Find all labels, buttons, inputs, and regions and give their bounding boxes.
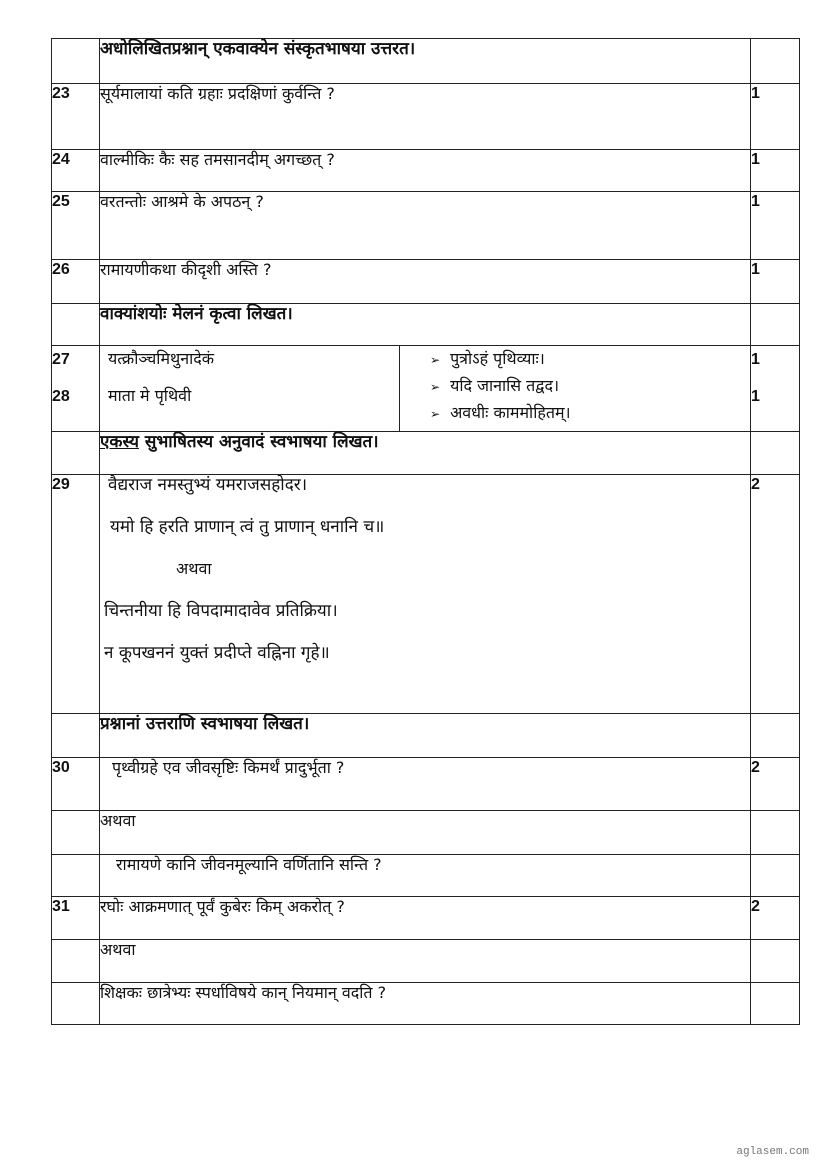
or-label: अथवा [176, 559, 212, 578]
question-text: रघोः आक्रमणात् पूर्वं कुबेरः किम् अकरोत् ? [100, 897, 751, 940]
or-row [52, 940, 800, 983]
question-marks: 2 [751, 897, 800, 940]
or-row [52, 811, 800, 855]
question-row [52, 897, 800, 940]
question-marks: 2 [751, 758, 800, 811]
question-row [52, 150, 800, 192]
question-number: 24 [52, 150, 100, 192]
or-label: अथवा [100, 940, 751, 983]
question-text: वाल्मीकिः कैः सह तमसानदीम् अगच्छत् ? [100, 150, 751, 192]
question-marks: 1 [751, 260, 800, 304]
question-text: रामायणीकथा कीदृशी अस्ति ? [100, 260, 751, 304]
arrow-bullet-icon: ➢ [430, 407, 441, 421]
question-marks: 1 [751, 388, 760, 405]
verse-line: यमो हि हरति प्राणान् त्वं तु प्राणान् धनानि च॥ [110, 517, 385, 537]
section-heading-row [52, 714, 800, 758]
match-left-column [100, 346, 400, 431]
question-number: 27 [52, 351, 70, 368]
verse-line: वैद्यराज नमस्तुभ्यं यमराजसहोदर। [108, 475, 308, 495]
match-option: ➢ यदि जानासि तद्वद। [430, 376, 560, 395]
question-marks: 1 [751, 351, 760, 368]
section-heading-row [52, 39, 800, 84]
match-right-column [400, 346, 750, 431]
section-heading: वाक्यांशयोः मेलनं कृत्वा लिखत। [100, 304, 293, 324]
match-option: ➢ अवधीः काममोहितम्। [430, 403, 571, 422]
question-text: पृथ्वीग्रहे एव जीवसृष्टिः किमर्थं प्रादुर्भूता ? [100, 758, 751, 811]
site-watermark: aglasem.com [736, 1146, 809, 1158]
section-heading: प्रश्नानां उत्तराणि स्वभाषया लिखत। [100, 714, 310, 734]
question-number: 29 [52, 475, 100, 714]
verse-line: न कूपखननं युक्तं प्रदीप्ते वह्निना गृहे॥ [104, 643, 330, 663]
question-row [52, 260, 800, 304]
question-number: 31 [52, 897, 100, 940]
match-left-item: यत्क्रौञ्चमिथुनादेकं [108, 349, 215, 368]
verse-line: चिन्तनीया हि विपदामादावेव प्रतिक्रिया। [104, 601, 338, 621]
question-number: 28 [52, 388, 70, 405]
question-number: 30 [52, 758, 100, 811]
arrow-bullet-icon: ➢ [430, 353, 441, 367]
question-number: 26 [52, 260, 100, 304]
section-heading-row [52, 432, 800, 475]
question-row [52, 758, 800, 811]
question-text: वरतन्तोः आश्रमे के अपठन् ? [100, 192, 751, 260]
verse-block [100, 475, 751, 714]
question-row [52, 475, 800, 714]
question-number: 23 [52, 84, 100, 150]
question-row [52, 192, 800, 260]
question-table [51, 38, 800, 1025]
match-row [52, 346, 800, 432]
question-number: 25 [52, 192, 100, 260]
question-marks: 1 [751, 150, 800, 192]
question-row [52, 84, 800, 150]
question-row [52, 983, 800, 1025]
question-text: शिक्षकः छात्रेभ्यः स्पर्धाविषये कान् नियमान् वदति ? [100, 983, 751, 1025]
section-heading: एकस्य सुभाषितस्य अनुवादं स्वभाषया लिखत। [100, 432, 379, 452]
question-marks: 2 [751, 475, 800, 714]
question-row [52, 855, 800, 897]
question-text: सूर्यमालायां कति ग्रहाः प्रदक्षिणां कुर्वन्ति ? [100, 84, 751, 150]
question-text: रामायणे कानि जीवनमूल्यानि वर्णितानि सन्ति ? [100, 855, 751, 897]
question-marks: 1 [751, 192, 800, 260]
or-label: अथवा [100, 811, 751, 855]
section-heading: अधोलिखितप्रश्नान् एकवाक्येन संस्कृतभाषया उत्तरत। [100, 39, 416, 59]
match-option: ➢ पुत्रोऽहं पृथिव्याः। [430, 349, 545, 368]
question-marks: 1 [751, 84, 800, 150]
arrow-bullet-icon: ➢ [430, 380, 441, 394]
section-heading-row [52, 304, 800, 346]
match-left-item: माता मे पृथिवी [108, 386, 192, 405]
